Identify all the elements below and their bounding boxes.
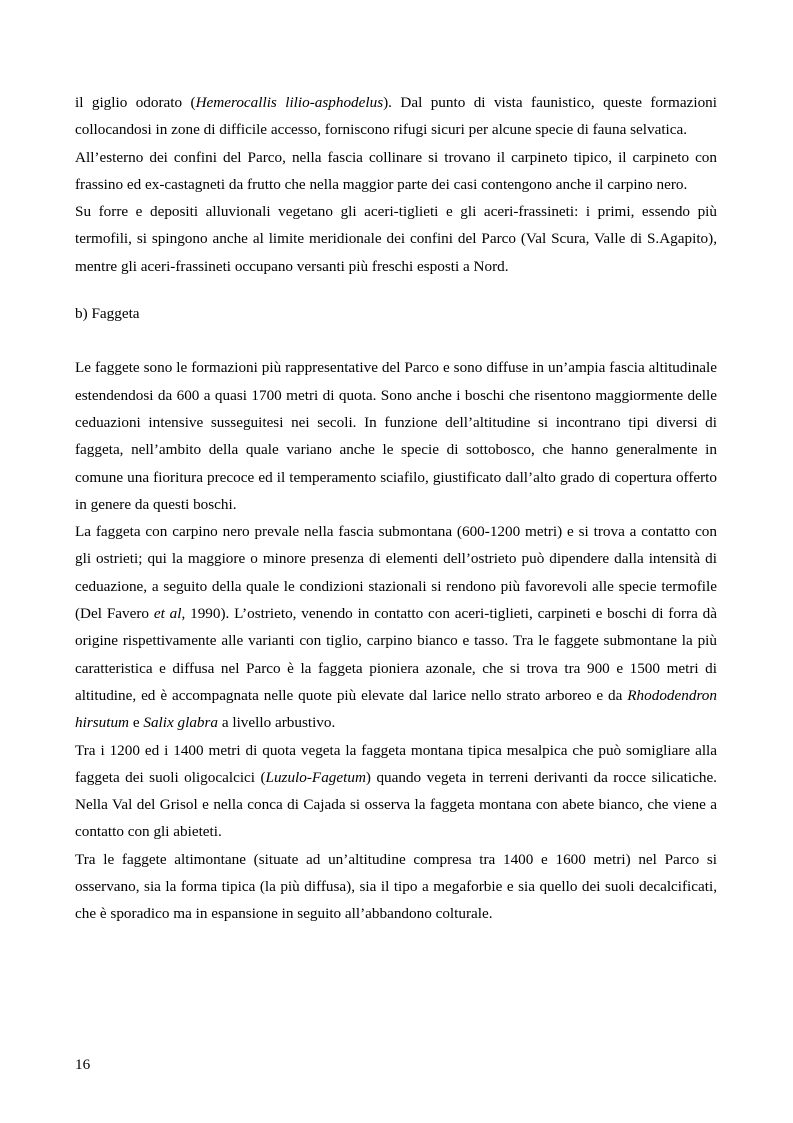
paragraph-intro-faunistic: il giglio odorato (Hemerocallis lilio-asphodelus). Dal punto di vista faunistico, queste formazioni collocandosi in zone di difficile accesso, forniscono rifugi sicuri per alcune specie di fauna selvatica.: [75, 94, 717, 139]
italic-term: et al: [153, 605, 182, 623]
italic-term: Luzulo-Fagetum: [265, 768, 366, 786]
paragraph-faggete-overview: Le faggete sono le formazioni più rappresentative del Parco e sono diffuse in un’ampia fascia altitudinale estendendosi da 600 a quasi 1700 metri di quota. Sono anche i boschi che risentono maggiormente delle ceduazioni intensive susseguitesi nei secoli. In funzione dell’altitudine si incontrano tipi diversi di faggeta, nell’ambito della quale variano anche le specie di sottobosco, che hanno generalmente in comune una fioritura precoce ed il temperamento sciafilo, giustificato dall’alto grado di copertura offerto in genere da questi boschi.: [75, 359, 717, 513]
italic-term: Hemerocallis lilio-asphodelus: [195, 94, 384, 111]
paragraph-collinare: All’esterno dei confini del Parco, nella fascia collinare si trovano il carpineto tipico, il carpineto con frassino ed ex-castagneti da frutto che nella maggior parte dei casi contengono anche il carpino nero.: [75, 148, 717, 193]
paragraph-faggete-altimontane: Tra le faggete altimontane (situate ad un’altitudine compresa tra 1400 e 1600 metri) nel Parco si osservano, sia la forma tipica (la più diffusa), sia il tipo a megaforbie e sia quello dei suoli decalcificati, che è sporadico ma in espansione in seguito all’abbandono colturale.: [75, 850, 717, 923]
page-number: 16: [75, 1056, 91, 1073]
spacer: [75, 327, 717, 354]
paragraph-faggeta-montana: Tra i 1200 ed i 1400 metri di quota vegeta la faggeta montana tipica mesalpica che può somigliare alla faggeta dei suoli oligocalcici (Luzulo-Fagetum) quando vegeta in terreni derivanti da rocce silicatiche. Nella Val del Grisol e nella conca di Cajada si osserva la faggeta montana con abete bianco, che viene a contatto con gli abieteti.: [75, 741, 717, 841]
spacer: [75, 280, 717, 300]
italic-term: Salix glabra: [143, 714, 219, 732]
paragraph-aceri-tiglieti: Su forre e depositi alluvionali vegetano gli aceri-tiglieti e gli aceri-frassineti: i primi, essendo più termofili, si spingono anche al limite meridionale dei confini del Parco (Val Scura, Valle di S.Agapito), mentre gli aceri-frassineti occupano versanti più freschi esposti a Nord.: [75, 203, 717, 275]
section-heading-faggeta: b) Faggeta: [75, 305, 140, 323]
page-body: [75, 89, 717, 928]
italic-term: Rhododendron hirsutum: [75, 686, 717, 732]
paragraph-faggeta-carpino-nero: La faggeta con carpino nero prevale nella fascia submontana (600-1200 metri) e si trova a contatto con gli ostrieti; qui la maggiore o minore presenza di elementi dell’ostrieto può dipendere dalla intensità di ceduazione, a seguito della quale le condizioni stazionali si rendono più favorevoli alle specie termofile (Del Favero et al, 1990). L’ostrieto, venendo in contatto con aceri-tiglieti, carpineti e boschi di forra dà origine rispettivamente alle varianti con tiglio, carpino bianco e tasso. Tra le faggete submontane la più caratteristica e diffusa nel Parco è la faggeta pioniera azonale, che si trova tra 900 e 1500 metri di altitudine, ed è accompagnata nelle quote più elevate dal larice nello strato arboreo e da Rhododendron hirsutum e Salix glabra a livello arbustivo.: [75, 523, 717, 732]
